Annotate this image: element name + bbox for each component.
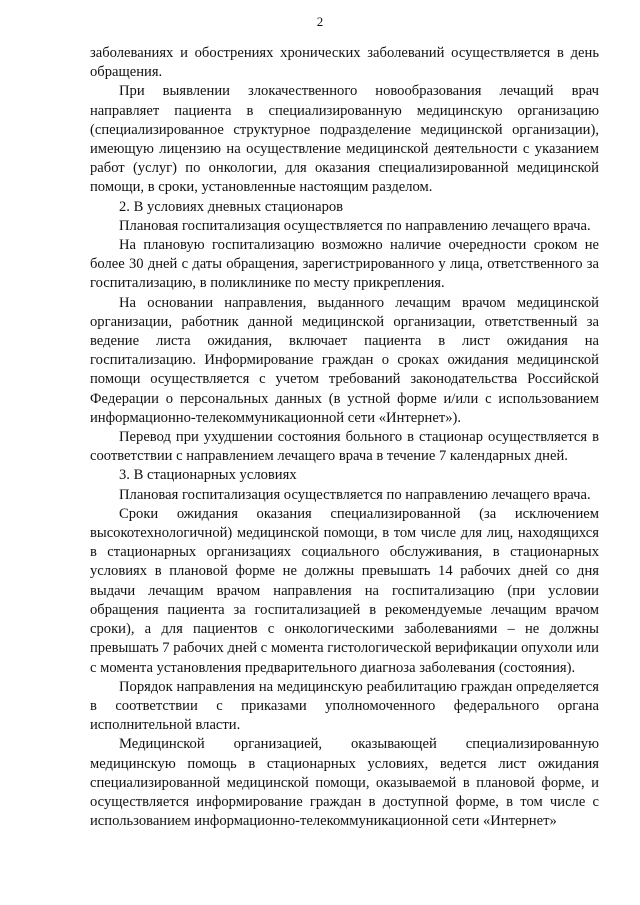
paragraph: Плановая госпитализация осуществляется по направлению лечащего врача. [119, 217, 591, 234]
paragraph: На плановую госпитализацию возможно наличие очередности сроком не более 30 дней с даты обращения, зарегистрированного у лица, ответственного за госпитализацию, в поликлинике по месту прикрепления. [90, 237, 599, 292]
paragraph: Медицинской организацией, оказывающей специализированную медицинскую помощь в стационарных условиях, ведется лист ожидания специализированной медицинской помощи, оказываемой в плановой форме, и осуществляется информирование граждан в доступной форме, в том числе с использованием информационно-телекоммуникационной сети «Интернет» [90, 736, 599, 830]
section-heading-inpatient: 3. В стационарных условиях [119, 467, 297, 484]
section-heading-day-hospitals: 2. В условиях дневных стационаров [119, 198, 344, 215]
paragraph: Перевод при ухудшении состояния больного в стационар осуществляется в соответствии с направлением лечащего врача в течение 7 календарных дней. [90, 429, 599, 465]
document-body [90, 44, 599, 831]
page-number: 2 [316, 14, 324, 29]
paragraph: При выявлении злокачественного новообразования лечащий врач направляет пациента в специализированную медицинскую организацию (специализированное структурное подразделение медицинской организации), имеющую лицензию на осуществление медицинской деятельности с указанием работ (услуг) по онкологии, для оказания специализированной медицинской помощи, в сроки, установленные настоящим разделом. [90, 83, 599, 196]
paragraph: Плановая госпитализация осуществляется по направлению лечащего врача. [119, 486, 591, 503]
paragraph: На основании направления, выданного лечащим врачом медицинской организации, работник данной медицинской организации, ответственный за ведение листа ожидания, включает пациента в лист ожидания на госпитализацию. Информирование граждан о сроках ожидания медицинской помощи осуществляется с учетом требований законодательства Российской Федерации о персональных данных (в устной форме и/или с использованием информационно-телекоммуникационной сети «Интернет»). [90, 294, 599, 426]
paragraph: Порядок направления на медицинскую реабилитацию граждан определяется в соответствии с приказами уполномоченного федерального органа исполнительной власти. [90, 678, 599, 734]
paragraph-continuation: заболеваниях и обострениях хронических заболеваний осуществляется в день обращения. [90, 45, 599, 81]
paragraph: Сроки ожидания оказания специализированной (за исключением высокотехнологичной) медицинской помощи, в том числе для лиц, находящихся в стационарных организациях социального обслуживания, в стационарных условиях в плановой форме не должны превышать 14 рабочих дней со дня выдачи лечащим врачом направления на госпитализацию (при условии обращения пациента за госпитализацией в рекомендуемые лечащим врачом сроки), а для пациентов с онкологическими заболеваниями – не должны превышать 7 рабочих дней с момента гистологической верификации опухоли или с момента установления предварительного диагноза заболевания (состояния). [90, 505, 599, 676]
